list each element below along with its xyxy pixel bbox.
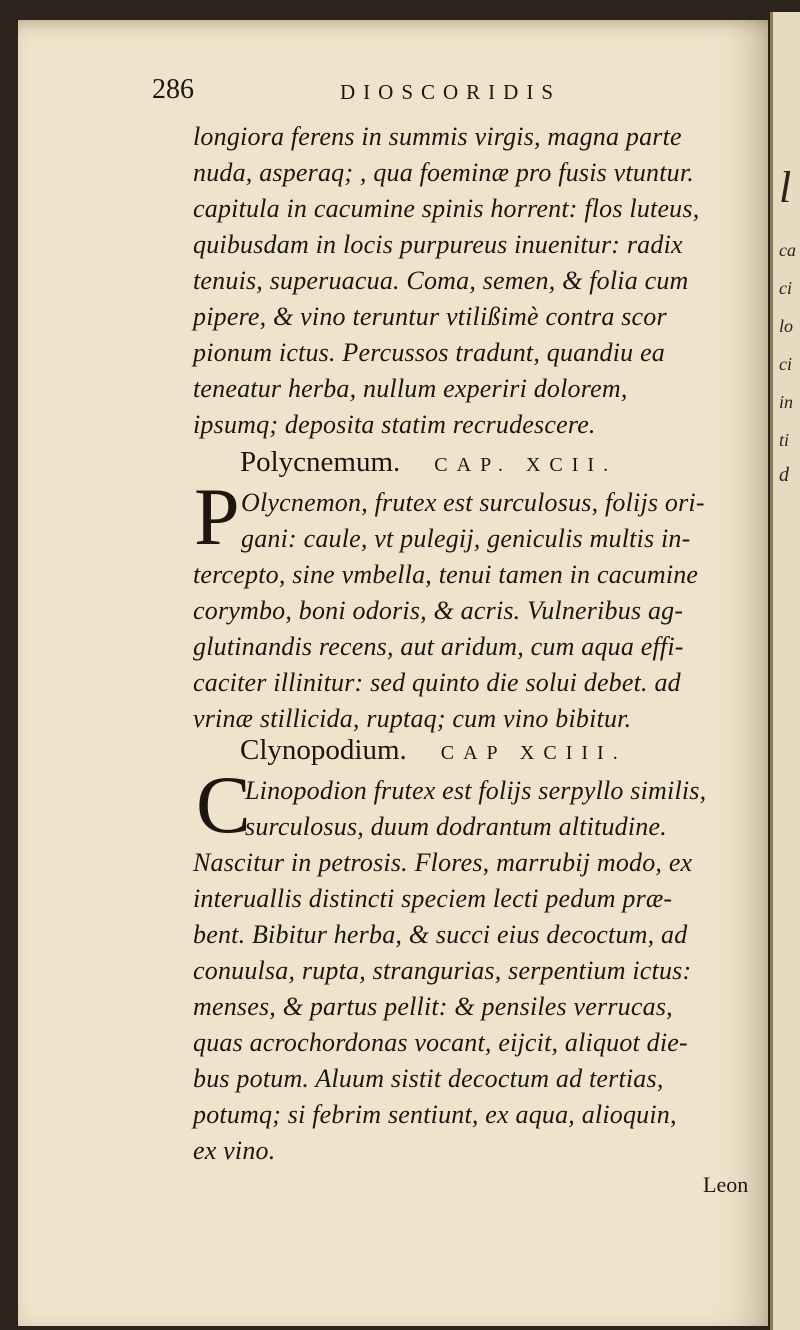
chapter-label: CAP. XCII. (434, 454, 618, 476)
drop-cap: C (196, 759, 251, 850)
text-line: quibusdam in locis purpureus inuenitur: radix (193, 230, 683, 259)
heading-title: Polycnemum. (240, 446, 401, 478)
drop-cap: P (194, 471, 240, 562)
section-heading-clynopodium (240, 734, 627, 767)
text-line: ipsumq; deposita statim recrudescere. (193, 410, 596, 439)
section-heading-polycnemum (240, 446, 617, 479)
facing-fragment: ci (779, 354, 792, 374)
text-line: pionum ictus. Percussos tradunt, quandiu ea (193, 338, 666, 367)
page-number: 286 (152, 74, 194, 105)
text-line: nuda, asperaq; , qua foeminæ pro fusis vtuntur. (193, 158, 695, 187)
text-line: ex vino. (193, 1136, 276, 1165)
text-line: potumq; si febrim sentiunt, ex aqua, alioquin, (193, 1100, 677, 1129)
heading-title: Clynopodium. (240, 734, 407, 766)
text-line: corymbo, boni odoris, & acris. Vulneribus ag- (193, 596, 684, 625)
page-header (152, 74, 752, 114)
facing-fragment: in (779, 392, 794, 412)
text-line: quas acrochordonas vocant, eijcit, aliquot die- (193, 1028, 688, 1057)
facing-fragment: d (779, 464, 789, 486)
chapter-label: CAP XCIII. (440, 742, 627, 764)
text-line: bent. Bibitur herba, & succi eius decoctum, ad (193, 920, 688, 949)
text-line: Olycnemon, frutex est surculosus, folijs ori- (241, 488, 705, 517)
text-line: Linopodion frutex est folijs serpyllo similis, (245, 776, 707, 805)
text-line: glutinandis recens, aut aridum, cum aqua effi- (193, 632, 684, 661)
text-line: surculosus, duum dodrantum altitudine. (245, 812, 667, 841)
text-line: longiora ferens in summis virgis, magna parte (193, 122, 682, 151)
text-line: gani: caule, vt pulegij, geniculis multis in- (241, 524, 691, 553)
text-line: tercepto, sine vmbella, tenui tamen in cacumine (193, 560, 699, 589)
facing-fragment: ci (779, 278, 792, 298)
text-line: teneatur herba, nullum experiri dolorem, (193, 374, 628, 403)
text-line: capitula in cacumine spinis horrent: flos luteus, (193, 194, 700, 223)
text-line: tenuis, superuacua. Coma, semen, & folia cum (193, 266, 689, 295)
facing-fragment: lo (779, 316, 794, 336)
text-line: caciter illinitur: sed quinto die solui debet. ad (193, 668, 681, 697)
text-line: vrinæ stillicida, ruptaq; cum vino bibitur. (193, 704, 632, 733)
text-line: pipere, & vino teruntur vtilißimè contra scor (193, 302, 667, 331)
catchword: Leon (703, 1172, 749, 1197)
running-head: DIOSCORIDIS (340, 80, 562, 104)
facing-fragment: l (779, 163, 792, 212)
facing-fragment: ca (779, 240, 796, 260)
text-line: bus potum. Aluum sistit decoctum ad tertias, (193, 1064, 664, 1093)
text-line: menses, & partus pellit: & pensiles verrucas, (193, 992, 673, 1021)
facing-page-edge (770, 12, 800, 1330)
text-line: conuulsa, rupta, strangurias, serpentium ictus: (193, 956, 692, 985)
text-line: interuallis distincti speciem lecti pedum præ- (193, 884, 673, 913)
text-line: Nascitur in petrosis. Flores, marrubij modo, ex (193, 848, 693, 877)
facing-fragment: ti (779, 430, 790, 450)
